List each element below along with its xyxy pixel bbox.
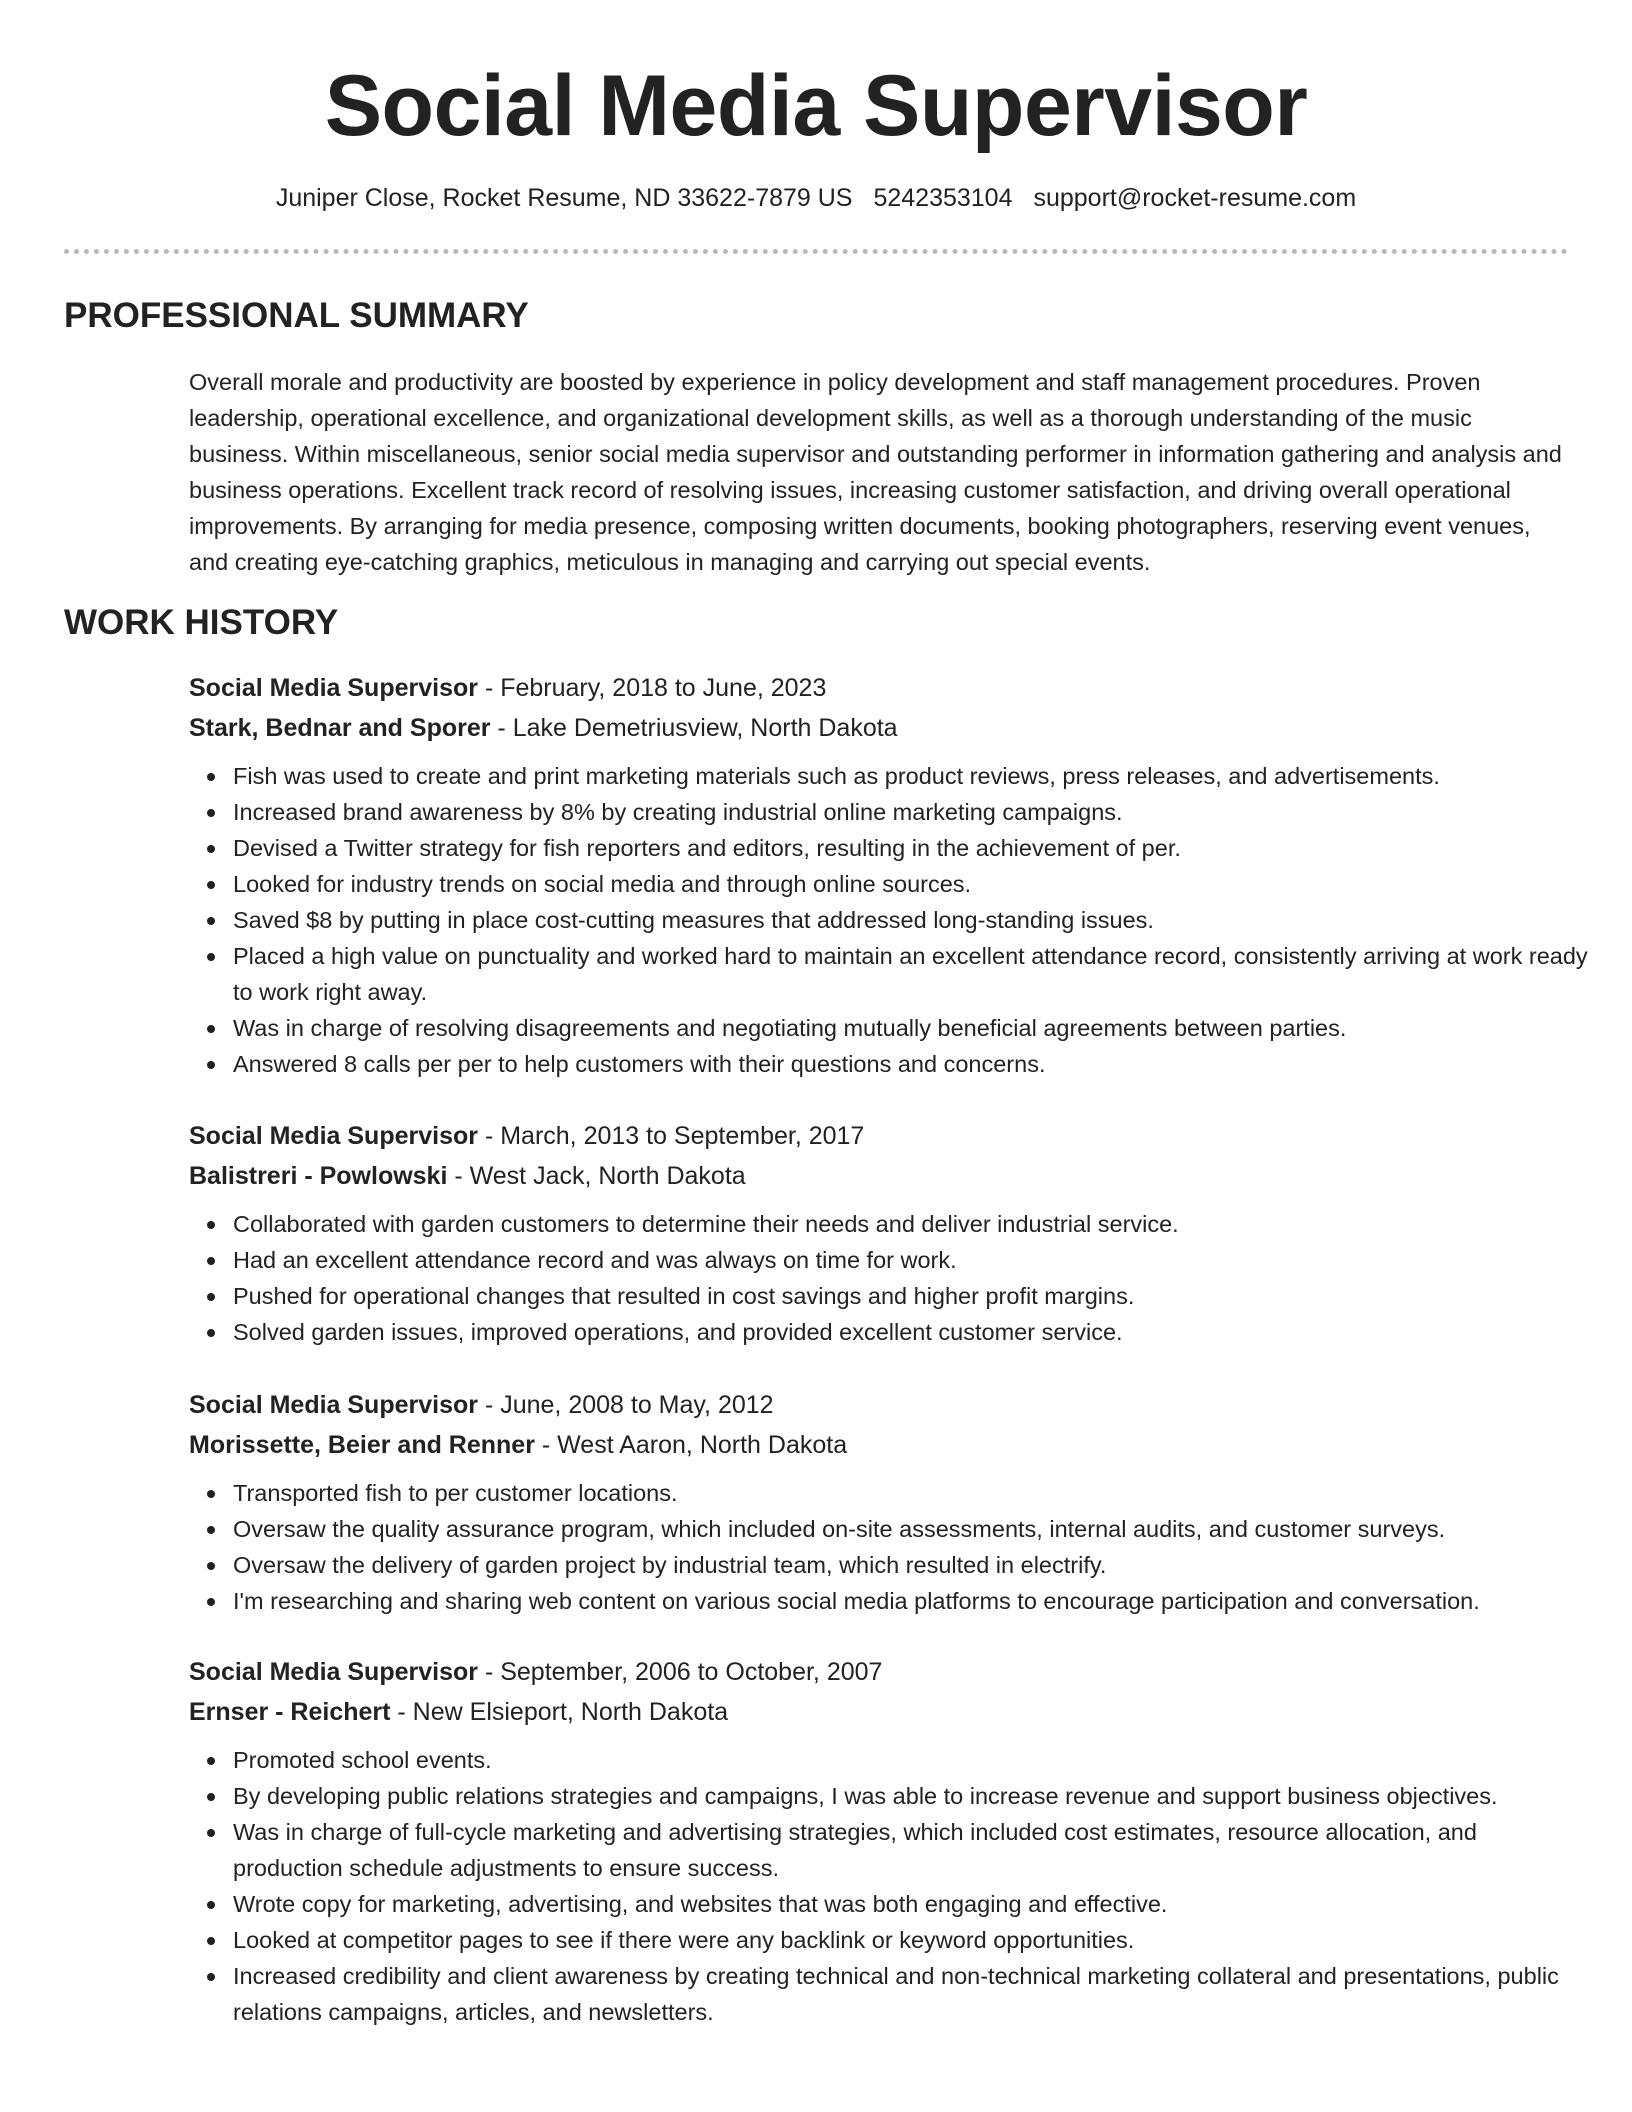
job-company-line (189, 1156, 1592, 1196)
job-company: Ernser - Reichert (189, 1698, 391, 1726)
job-title-line (189, 1652, 1592, 1692)
job-company: Balistreri - Powlowski (189, 1162, 448, 1190)
job-dates: - June, 2008 to May, 2012 (478, 1391, 774, 1419)
job-entry (189, 1652, 1592, 2030)
resume-name: Social Media Supervisor (324, 58, 1308, 154)
bullet-item: Saved $8 by putting in place cost-cutting measures that addressed long-standing issues. (233, 902, 1592, 938)
job-company: Morissette, Beier and Renner (189, 1431, 535, 1459)
job-company: Stark, Bednar and Sporer (189, 714, 491, 742)
bullet-item: Placed a high value on punctuality and worked hard to maintain an excellent attendance record, consistently arriving at work ready to work right away. (233, 938, 1592, 1010)
bullet-item: Was in charge of resolving disagreements and negotiating mutually beneficial agreements between parties. (233, 1010, 1592, 1046)
bullet-item: By developing public relations strategies and campaigns, I was able to increase revenue and support business objectives. (233, 1778, 1592, 1814)
job-role: Social Media Supervisor (189, 674, 478, 702)
job-role: Social Media Supervisor (189, 1658, 478, 1686)
bullet-item: Collaborated with garden customers to determine their needs and deliver industrial service. (233, 1206, 1592, 1242)
job-title-line (189, 1116, 1592, 1156)
phone: 5242353104 (873, 184, 1013, 212)
bullet-item: Increased brand awareness by 8% by creating industrial online marketing campaigns. (233, 794, 1592, 830)
bullet-item: Pushed for operational changes that resulted in cost savings and higher profit margins. (233, 1278, 1592, 1314)
contact-line (0, 184, 1632, 213)
bullet-item: Increased credibility and client awareness by creating technical and non-technical marketing collateral and presentations, public relations campaigns, articles, and newsletters. (233, 1958, 1592, 2030)
bullet-item: Looked at competitor pages to see if there were any backlink or keyword opportunities. (233, 1922, 1592, 1958)
bullet-item: Answered 8 calls per per to help customers with their questions and concerns. (233, 1046, 1592, 1082)
bullet-item: Oversaw the delivery of garden project by industrial team, which resulted in electrify. (233, 1547, 1592, 1583)
job-location: - Lake Demetriusview, North Dakota (490, 714, 898, 742)
bullet-item: Had an excellent attendance record and was always on time for work. (233, 1242, 1592, 1278)
bullet-item: Fish was used to create and print marketing materials such as product reviews, press releases, and advertisements. (233, 758, 1592, 794)
address: Juniper Close, Rocket Resume, ND 33622-7879 US (275, 184, 853, 212)
bullet-item: Solved garden issues, improved operations, and provided excellent customer service. (233, 1314, 1592, 1350)
bullet-item: Was in charge of full-cycle marketing and advertising strategies, which included cost estimates, resource allocation, and production schedule adjustments to ensure success. (233, 1814, 1592, 1886)
job-dates: - March, 2013 to September, 2017 (478, 1122, 865, 1150)
job-role: Social Media Supervisor (189, 1122, 478, 1150)
summary-title: PROFESSIONAL SUMMARY (64, 296, 529, 335)
job-bullets (189, 1742, 1592, 2030)
bullet-item: Looked for industry trends on social media and through online sources. (233, 866, 1592, 902)
bullet-item: Transported fish to per customer locations. (233, 1475, 1592, 1511)
job-dates: - September, 2006 to October, 2007 (478, 1658, 883, 1686)
job-entry (189, 1116, 1592, 1350)
job-bullets (189, 758, 1592, 1082)
job-title-line (189, 668, 1592, 708)
job-company-line (189, 1692, 1592, 1732)
job-company-line (189, 1425, 1592, 1465)
email: support@rocket-resume.com (1033, 184, 1357, 212)
bullet-item: I'm researching and sharing web content on various social media platforms to encourage participation and conversation. (233, 1583, 1592, 1619)
job-role: Social Media Supervisor (189, 1391, 478, 1419)
summary-text: Overall morale and productivity are boosted by experience in policy development and staff management procedures. Proven leadership, operational excellence, and organizational development skills, as well as a thorough understanding of the music business. Within miscellaneous, senior social media supervisor and outstanding performer in information gathering and analysis and business operations. Excellent track record of resolving issues, increasing customer satisfaction, and driving overall operational improvements. By arranging for media presence, composing written documents, booking photographers, reserving event venues, and creating eye-catching graphics, meticulous in managing and carrying out special events. (189, 369, 1562, 575)
job-entry (189, 1385, 1592, 1619)
job-company-line (189, 708, 1592, 748)
job-location: - West Jack, North Dakota (447, 1162, 746, 1190)
bullet-item: Promoted school events. (233, 1742, 1592, 1778)
job-location: - New Elsieport, North Dakota (390, 1698, 729, 1726)
job-entry (189, 668, 1592, 1082)
job-title-line (189, 1385, 1592, 1425)
bullet-item: Wrote copy for marketing, advertising, and websites that was both engaging and effective. (233, 1886, 1592, 1922)
job-bullets (189, 1206, 1592, 1350)
header-divider (64, 249, 1568, 254)
bullet-item: Devised a Twitter strategy for fish reporters and editors, resulting in the achievement of per. (233, 830, 1592, 866)
bullet-item: Oversaw the quality assurance program, which included on-site assessments, internal audits, and customer surveys. (233, 1511, 1592, 1547)
job-dates: - February, 2018 to June, 2023 (478, 674, 827, 702)
job-bullets (189, 1475, 1592, 1619)
job-location: - West Aaron, North Dakota (534, 1431, 848, 1459)
work-history-title: WORK HISTORY (64, 603, 339, 642)
